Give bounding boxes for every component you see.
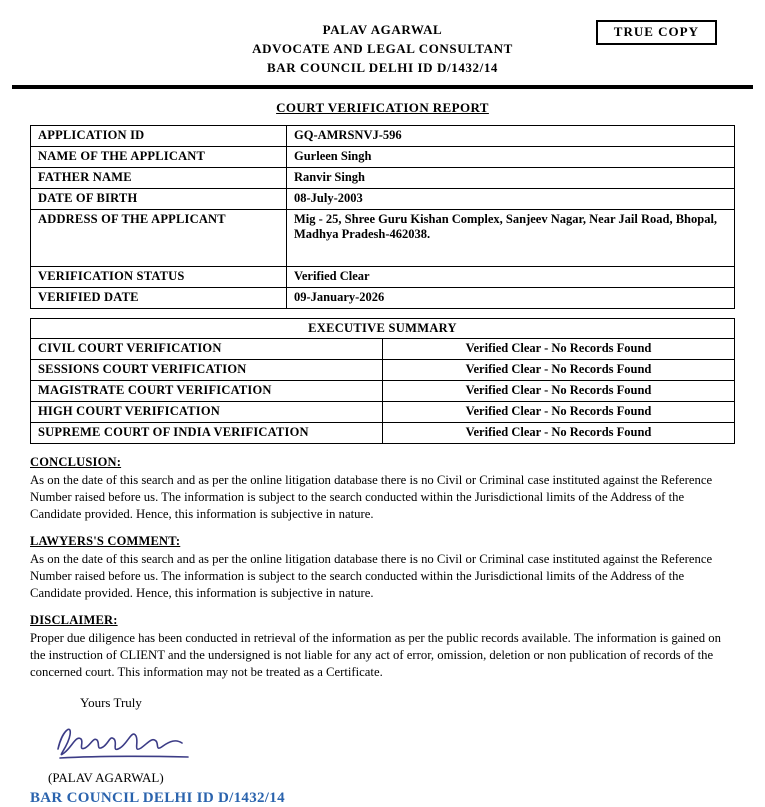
field-label: VERIFICATION STATUS	[31, 267, 287, 288]
summary-row	[31, 402, 735, 423]
court-result: Verified Clear - No Records Found	[383, 381, 735, 402]
advocate-name: PALAV AGARWAL	[322, 22, 443, 37]
bar-council-id: BAR COUNCIL DELHI ID D/1432/14	[266, 60, 499, 75]
section-heading: CONCLUSION:	[30, 455, 122, 469]
summary-table	[30, 318, 735, 444]
table-row	[31, 288, 735, 309]
field-label: VERIFIED DATE	[31, 288, 287, 309]
summary-row	[31, 360, 735, 381]
court-label: SUPREME COURT OF INDIA VERIFICATION	[31, 423, 383, 444]
court-label: HIGH COURT VERIFICATION	[31, 402, 383, 423]
court-label: MAGISTRATE COURT VERIFICATION	[31, 381, 383, 402]
field-label: ADDRESS OF THE APPLICANT	[31, 210, 287, 267]
table-row	[31, 210, 735, 267]
field-value: 09-January-2026	[287, 288, 735, 309]
closing-text: Yours Truly	[80, 695, 142, 710]
section-conclusion	[30, 455, 735, 523]
court-result: Verified Clear - No Records Found	[383, 360, 735, 381]
signature-block	[48, 715, 735, 768]
field-value: Mig - 25, Shree Guru Kishan Complex, Sanjeev Nagar, Near Jail Road, Bhopal, Madhya Pradesh-462038.	[287, 210, 735, 267]
court-label: SESSIONS COURT VERIFICATION	[31, 360, 383, 381]
table-row	[31, 126, 735, 147]
letterhead	[0, 0, 765, 77]
court-result: Verified Clear - No Records Found	[383, 402, 735, 423]
signature-icon	[48, 715, 198, 763]
field-value: Ranvir Singh	[287, 168, 735, 189]
field-value: 08-July-2003	[287, 189, 735, 210]
field-value: GQ-AMRSNVJ-596	[287, 126, 735, 147]
signatory-name: (PALAV AGARWAL)	[48, 770, 164, 785]
true-copy-stamp: TRUE COPY	[596, 20, 717, 45]
table-row	[31, 168, 735, 189]
bar-council-footer: BAR COUNCIL DELHI ID D/1432/14	[30, 790, 285, 806]
field-value: Verified Clear	[287, 267, 735, 288]
section-body: As on the date of this search and as per the online litigation database there is no Civil or Criminal case instituted against the Reference Number raised before us. The information is subject to the search conducted within the Jurisdictional limits of the Address of the Candidate provided. Hence, this information is subjective in nature.	[30, 552, 713, 600]
summary-header-row	[31, 319, 735, 339]
applicant-table	[30, 125, 735, 309]
field-label: FATHER NAME	[31, 168, 287, 189]
court-label: CIVIL COURT VERIFICATION	[31, 339, 383, 360]
section-body: Proper due diligence has been conducted in retrieval of the information as per the public records available. The information is gained on the instruction of CLIENT and the undersigned is not liable for any act of error, omission, deletion or non publication of records of the concerned court. This information may not be treated as a Certificate.	[30, 631, 721, 679]
summary-title: EXECUTIVE SUMMARY	[31, 319, 735, 339]
table-row	[31, 147, 735, 168]
report-title: COURT VERIFICATION REPORT	[276, 100, 489, 115]
table-row	[31, 267, 735, 288]
field-label: NAME OF THE APPLICANT	[31, 147, 287, 168]
field-value: Gurleen Singh	[287, 147, 735, 168]
section-heading: LAWYERS'S COMMENT:	[30, 534, 181, 548]
court-result: Verified Clear - No Records Found	[383, 423, 735, 444]
court-result: Verified Clear - No Records Found	[383, 339, 735, 360]
field-label: DATE OF BIRTH	[31, 189, 287, 210]
section-body: As on the date of this search and as per the online litigation database there is no Civil or Criminal case instituted against the Reference Number raised before us. The information is subject to the search conducted within the Jurisdictional limits of the Address of the Candidate provided. Hence, this information is subjective in nature.	[30, 473, 713, 521]
table-row	[31, 189, 735, 210]
summary-row	[31, 339, 735, 360]
summary-row	[31, 423, 735, 444]
summary-row	[31, 381, 735, 402]
advocate-title: ADVOCATE AND LEGAL CONSULTANT	[252, 41, 513, 56]
section-heading: DISCLAIMER:	[30, 613, 118, 627]
section-disclaimer	[30, 613, 735, 681]
section-lawyers-comment	[30, 534, 735, 602]
field-label: APPLICATION ID	[31, 126, 287, 147]
